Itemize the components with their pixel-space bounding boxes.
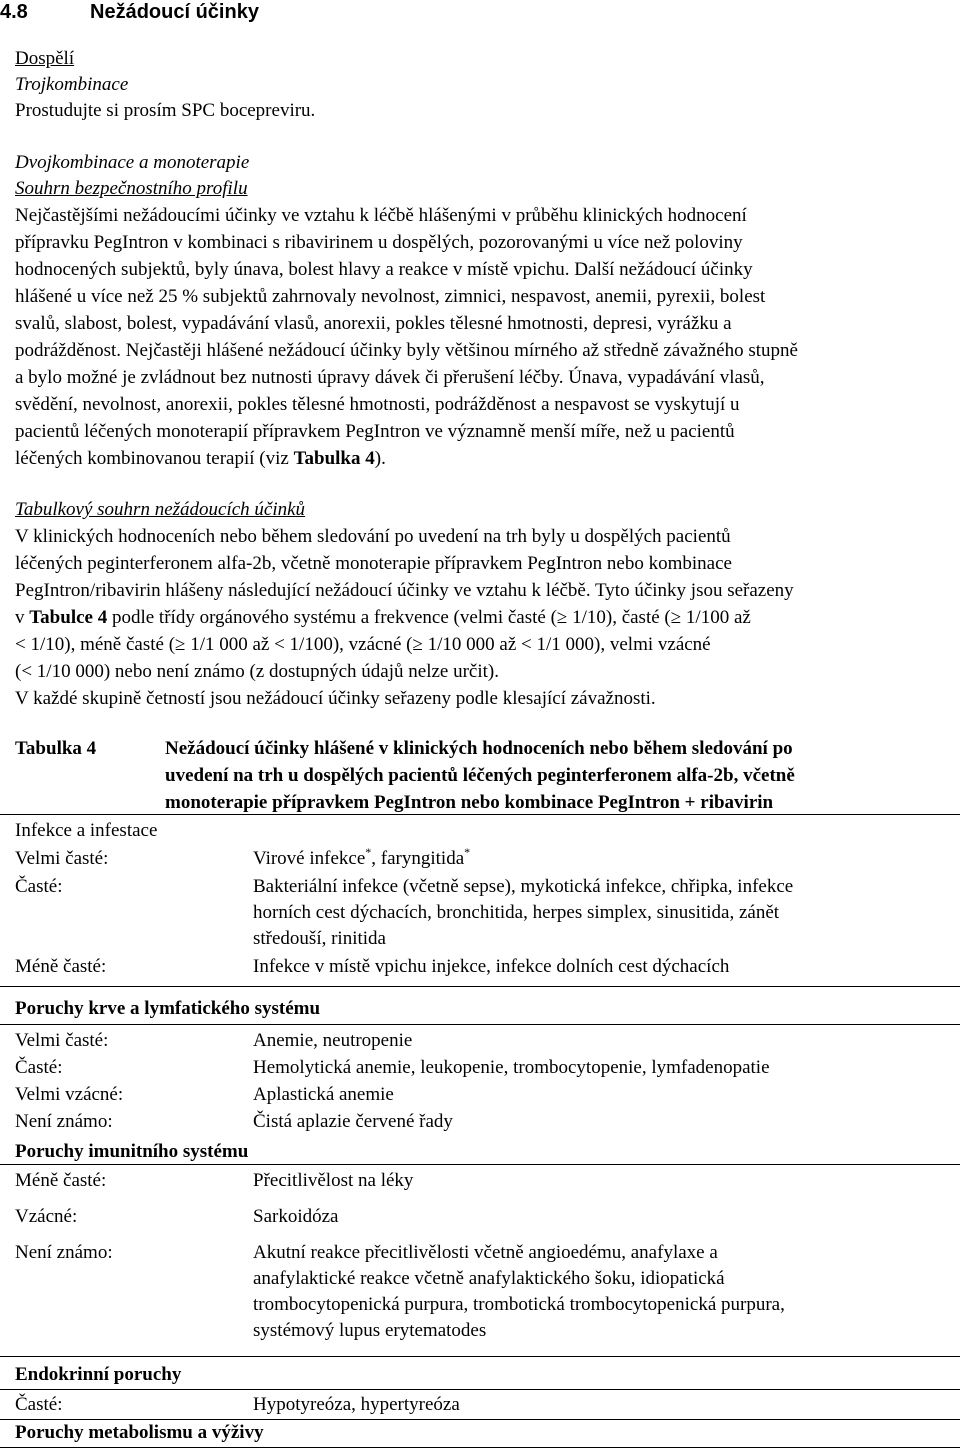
adverse-effect: Infekce v místě vpichu injekce, infekce dolních cest dýchacích	[253, 956, 730, 977]
section-number: 4.8	[0, 1, 28, 23]
adverse-effect: Aplastická anemie	[253, 1084, 394, 1105]
paragraph-line: přípravku PegIntron v kombinaci s ribavirinem u dospělých, pozorovanými u více než poloviny	[15, 232, 743, 253]
adverse-effect: trombocytopenická purpura, trombotická trombocytopenická purpura,	[253, 1294, 785, 1315]
table-rule	[0, 1389, 960, 1390]
table-title-line: uvedení na trh u dospělých pacientů léčených peginterferonem alfa-2b, včetně	[165, 765, 795, 786]
section-title: Nežádoucí účinky	[90, 1, 259, 23]
paragraph-line: hlášené u více než 25 % subjektů zahrnovaly nevolnost, zimnici, nespavost, anemii, pyrexii, bolest	[15, 286, 766, 307]
table-rule	[0, 1164, 960, 1165]
adverse-effect: Hemolytická anemie, leukopenie, trombocytopenie, lymfadenopatie	[253, 1057, 770, 1078]
table-section-header: Poruchy imunitního systému	[15, 1141, 249, 1162]
frequency-label: Velmi vzácné:	[15, 1084, 124, 1105]
table-rule	[0, 814, 960, 815]
frequency-label: Časté:	[15, 1057, 63, 1078]
frequency-label: Není známo:	[15, 1242, 113, 1263]
paragraph-line: a bylo možné je zvládnout bez nutnosti úpravy dávek či přerušení léčby. Únava, vypadávání vlasů,	[15, 367, 765, 388]
paragraph-line: V klinických hodnoceních nebo během sledování po uvedení na trh byly u dospělých pacientů	[15, 526, 731, 547]
paragraph-line: < 1/10), méně časté (≥ 1/1 000 až < 1/100), vzácné (≥ 1/10 000 až < 1/1 000), velmi vzácné	[15, 634, 711, 655]
paragraph-line: v Tabulce 4 podle třídy orgánového systému a frekvence (velmi časté (≥ 1/10), časté (≥ 1/100 až	[15, 607, 751, 628]
paragraph-line: svědění, nevolnost, anorexii, pokles tělesné hmotnosti, podrážděnost a nespavost se vyskytují u	[15, 394, 740, 415]
frequency-label: Méně časté:	[15, 956, 107, 977]
adverse-effect: Hypotyreóza, hypertyreóza	[253, 1394, 460, 1415]
dual-heading: Dvojkombinace a monoterapie	[15, 152, 250, 173]
paragraph-line: V každé skupině četností jsou nežádoucí účinky seřazeny podle klesající závažnosti.	[15, 688, 656, 709]
frequency-label: Méně časté:	[15, 1170, 107, 1191]
adults-heading: Dospělí	[15, 48, 75, 69]
adverse-effect: Bakteriální infekce (včetně sepse), mykotická infekce, chřipka, infekce	[253, 876, 794, 897]
table-section-header: Infekce a infestace	[15, 820, 158, 841]
adverse-effect: Virové infekce*, faryngitida*	[253, 845, 471, 869]
paragraph-line: hodnocených subjektů, byly únava, bolest hlavy a reakce v místě vpichu. Další nežádoucí účinky	[15, 259, 753, 280]
table-section-header: Poruchy krve a lymfatického systému	[15, 998, 321, 1019]
table-reference: Tabulce 4	[29, 607, 108, 628]
paragraph-line: léčených peginterferonem alfa-2b, včetně monoterapie přípravkem PegIntron nebo kombinace	[15, 553, 732, 574]
frequency-label: Vzácné:	[15, 1206, 78, 1227]
table-rule	[0, 1024, 960, 1025]
triple-text: Prostudujte si prosím SPC bocepreviru.	[15, 100, 316, 121]
paragraph-line: svalů, slabost, bolest, vypadávání vlasů, anorexii, pokles tělesné hmotnosti, depresi, vyrážku a	[15, 313, 732, 334]
frequency-label: Časté:	[15, 1394, 63, 1415]
paragraph-line: (< 1/10 000) nebo není známo (z dostupných údajů nelze určit).	[15, 661, 499, 682]
table-rule	[0, 1447, 960, 1448]
table-title-line: Nežádoucí účinky hlášené v klinických hodnoceních nebo během sledování po	[165, 738, 793, 759]
adverse-effect: Anemie, neutropenie	[253, 1030, 413, 1051]
adverse-effect: Přecitlivělost na léky	[253, 1170, 414, 1191]
adverse-effect: středouší, rinitida	[253, 928, 386, 949]
adverse-effect: horních cest dýchacích, bronchitida, herpes simplex, sinusitida, zánět	[253, 902, 780, 923]
paragraph-line: podrážděnost. Nejčastěji hlášené nežádoucí účinky byly většinou mírného až středně závažného stupně	[15, 340, 798, 361]
table-rule	[0, 986, 960, 987]
paragraph-line: PegIntron/ribavirin hlášeny následující nežádoucí účinky ve vztahu k léčbě. Tyto účinky jsou seřazeny	[15, 580, 794, 601]
paragraph-line: Nejčastějšími nežádoucími účinky ve vztahu k léčbě hlášenými v průběhu klinických hodnocení	[15, 205, 747, 226]
adverse-effect: Čistá aplazie červené řady	[253, 1111, 453, 1132]
table-reference: Tabulka 4	[293, 448, 375, 469]
adverse-effect: Akutní reakce přecitlivělosti včetně angioedému, anafylaxe a	[253, 1242, 718, 1263]
adverse-effect: Sarkoidóza	[253, 1206, 339, 1227]
table-rule	[0, 1356, 960, 1357]
table-label: Tabulka 4	[15, 738, 97, 759]
frequency-label: Velmi časté:	[15, 848, 109, 869]
frequency-label: Není známo:	[15, 1111, 113, 1132]
tabular-summary-heading: Tabulkový souhrn nežádoucích účinků	[15, 499, 306, 520]
frequency-label: Velmi časté:	[15, 1030, 109, 1051]
adverse-effect: systémový lupus erytematodes	[253, 1320, 487, 1341]
paragraph-line-last: léčených kombinovanou terapií (viz Tabulka 4).	[15, 448, 386, 469]
section-heading	[0, 0, 259, 24]
table-title-line: monoterapie přípravkem PegIntron nebo kombinace PegIntron + ribavirin	[165, 792, 774, 813]
triple-heading: Trojkombinace	[15, 74, 129, 95]
paragraph-line: pacientů léčených monoterapií přípravkem PegIntron ve významně menší míře, než u pacientů	[15, 421, 735, 442]
table-section-header: Endokrinní poruchy	[15, 1364, 182, 1385]
table-section-header: Poruchy metabolismu a výživy	[15, 1422, 264, 1443]
safety-profile-heading: Souhrn bezpečnostního profilu	[15, 178, 248, 199]
adverse-effect: anafylaktické reakce včetně anafylaktického šoku, idiopatická	[253, 1268, 725, 1289]
frequency-label: Časté:	[15, 876, 63, 897]
